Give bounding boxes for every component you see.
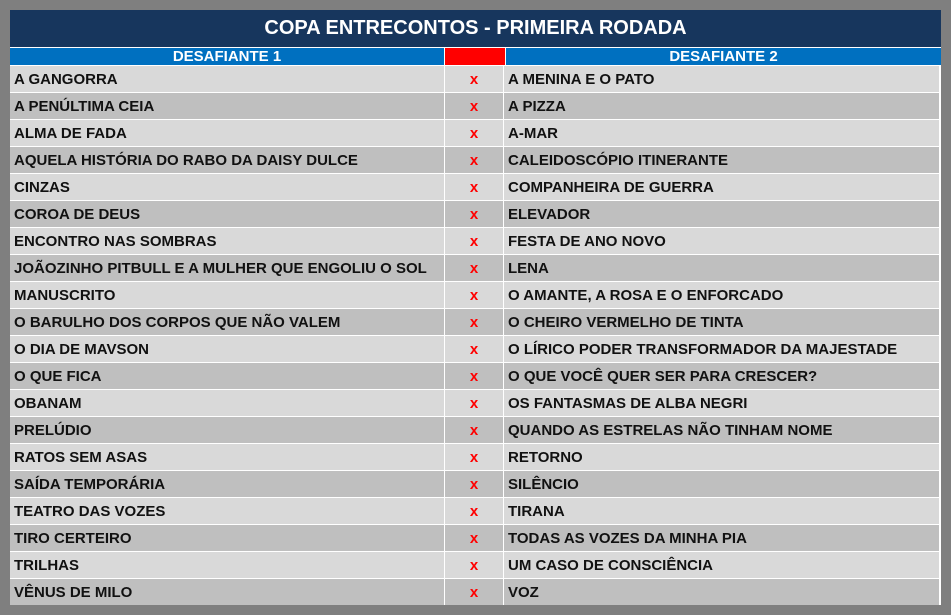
match-row: [10, 309, 941, 336]
challenger-1-cell: COROA DE DEUS: [10, 201, 444, 227]
versus-mark: x: [444, 363, 504, 389]
versus-mark: x: [444, 201, 504, 227]
challenger-2-cell: VOZ: [504, 579, 939, 605]
match-row: [10, 390, 941, 417]
challenger-2-cell: COMPANHEIRA DE GUERRA: [504, 174, 939, 200]
challenger-2-cell: TIRANA: [504, 498, 939, 524]
match-row: [10, 579, 941, 605]
challenger-1-cell: JOÃOZINHO PITBULL E A MULHER QUE ENGOLIU O SOL: [10, 255, 444, 281]
challenger-1-cell: TEATRO DAS VOZES: [10, 498, 444, 524]
challenger-1-cell: A PENÚLTIMA CEIA: [10, 93, 444, 119]
match-row: [10, 120, 941, 147]
challenger-1-cell: O DIA DE MAVSON: [10, 336, 444, 362]
challenger-2-cell: O QUE VOCÊ QUER SER PARA CRESCER?: [504, 363, 939, 389]
challenger-1-cell: CINZAS: [10, 174, 444, 200]
challenger-2-cell: O AMANTE, A ROSA E O ENFORCADO: [504, 282, 939, 308]
versus-mark: x: [444, 444, 504, 470]
challenger-2-cell: CALEIDOSCÓPIO ITINERANTE: [504, 147, 939, 173]
challenger-1-cell: AQUELA HISTÓRIA DO RABO DA DAISY DULCE: [10, 147, 444, 173]
challenger-1-cell: O QUE FICA: [10, 363, 444, 389]
challenger-2-cell: SILÊNCIO: [504, 471, 939, 497]
match-row: [10, 498, 941, 525]
challenger-1-cell: O BARULHO DOS CORPOS QUE NÃO VALEM: [10, 309, 444, 335]
match-row: [10, 471, 941, 498]
header-challenger-2: DESAFIANTE 2: [506, 48, 941, 65]
versus-mark: x: [444, 255, 504, 281]
match-row: [10, 552, 941, 579]
match-row: [10, 417, 941, 444]
match-row: [10, 363, 941, 390]
challenger-2-cell: A PIZZA: [504, 93, 939, 119]
match-list: [10, 66, 941, 605]
versus-mark: x: [444, 282, 504, 308]
challenger-2-cell: FESTA DE ANO NOVO: [504, 228, 939, 254]
challenger-2-cell: OS FANTASMAS DE ALBA NEGRI: [504, 390, 939, 416]
match-row: [10, 93, 941, 120]
versus-mark: x: [444, 552, 504, 578]
challenger-1-cell: TIRO CERTEIRO: [10, 525, 444, 551]
versus-mark: x: [444, 498, 504, 524]
versus-mark: x: [444, 579, 504, 605]
versus-mark: x: [444, 120, 504, 146]
versus-mark: x: [444, 147, 504, 173]
match-row: [10, 282, 941, 309]
challenger-1-cell: SAÍDA TEMPORÁRIA: [10, 471, 444, 497]
challenger-2-cell: A-MAR: [504, 120, 939, 146]
challenger-2-cell: O CHEIRO VERMELHO DE TINTA: [504, 309, 939, 335]
match-row: [10, 336, 941, 363]
versus-mark: x: [444, 93, 504, 119]
versus-mark: x: [444, 174, 504, 200]
match-row: [10, 147, 941, 174]
match-row: [10, 525, 941, 552]
challenger-1-cell: ALMA DE FADA: [10, 120, 444, 146]
table-title: COPA ENTRECONTOS - PRIMEIRA RODADA: [10, 10, 941, 48]
match-row: [10, 66, 941, 93]
header-versus: [444, 48, 506, 65]
versus-mark: x: [444, 336, 504, 362]
versus-mark: x: [444, 66, 504, 92]
versus-mark: x: [444, 309, 504, 335]
header-challenger-1: DESAFIANTE 1: [10, 48, 444, 65]
challenger-2-cell: QUANDO AS ESTRELAS NÃO TINHAM NOME: [504, 417, 939, 443]
versus-mark: x: [444, 525, 504, 551]
versus-mark: x: [444, 228, 504, 254]
challenger-1-cell: TRILHAS: [10, 552, 444, 578]
challenger-1-cell: MANUSCRITO: [10, 282, 444, 308]
challenger-2-cell: O LÍRICO PODER TRANSFORMADOR DA MAJESTADE: [504, 336, 939, 362]
versus-mark: x: [444, 417, 504, 443]
challenger-1-cell: PRELÚDIO: [10, 417, 444, 443]
versus-mark: x: [444, 471, 504, 497]
match-row: [10, 255, 941, 282]
versus-mark: x: [444, 390, 504, 416]
challenger-1-cell: OBANAM: [10, 390, 444, 416]
match-row: [10, 228, 941, 255]
challenger-2-cell: RETORNO: [504, 444, 939, 470]
header-row: [10, 48, 941, 66]
challenger-2-cell: ELEVADOR: [504, 201, 939, 227]
match-row: [10, 174, 941, 201]
match-row: [10, 444, 941, 471]
bracket-table: [10, 10, 941, 605]
challenger-2-cell: LENA: [504, 255, 939, 281]
match-row: [10, 201, 941, 228]
challenger-1-cell: VÊNUS DE MILO: [10, 579, 444, 605]
challenger-2-cell: UM CASO DE CONSCIÊNCIA: [504, 552, 939, 578]
challenger-2-cell: A MENINA E O PATO: [504, 66, 939, 92]
challenger-1-cell: ENCONTRO NAS SOMBRAS: [10, 228, 444, 254]
challenger-1-cell: A GANGORRA: [10, 66, 444, 92]
challenger-2-cell: TODAS AS VOZES DA MINHA PIA: [504, 525, 939, 551]
challenger-1-cell: RATOS SEM ASAS: [10, 444, 444, 470]
